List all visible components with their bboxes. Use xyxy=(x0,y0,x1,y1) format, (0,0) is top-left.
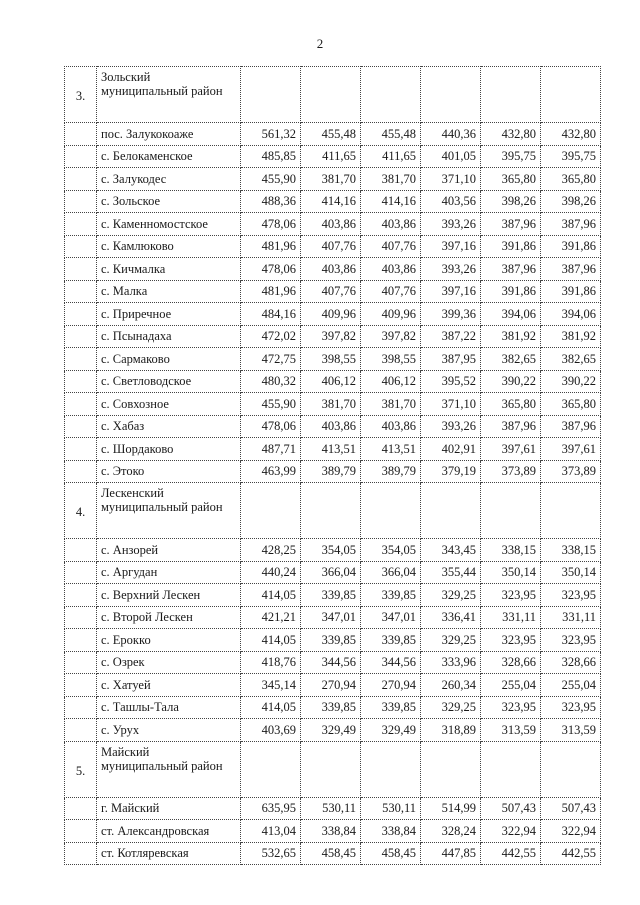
price-value: 530,11 xyxy=(361,797,421,820)
price-value: 472,02 xyxy=(241,325,301,348)
price-value: 432,80 xyxy=(541,123,601,146)
price-value: 387,95 xyxy=(421,348,481,371)
row-index-cell xyxy=(65,168,97,191)
price-value: 398,55 xyxy=(301,348,361,371)
table-row xyxy=(65,303,601,326)
price-value: 398,26 xyxy=(481,190,541,213)
price-value: 411,65 xyxy=(301,145,361,168)
table-row xyxy=(65,696,601,719)
row-index-cell xyxy=(65,303,97,326)
empty-cell xyxy=(481,741,541,797)
price-value: 329,25 xyxy=(421,584,481,607)
table-row xyxy=(65,213,601,236)
price-value: 532,65 xyxy=(241,842,301,865)
settlement-name: с. Ташлы-Тала xyxy=(97,696,241,719)
price-value: 394,06 xyxy=(481,303,541,326)
price-value: 329,25 xyxy=(421,629,481,652)
price-value: 472,75 xyxy=(241,348,301,371)
price-value: 338,15 xyxy=(541,539,601,562)
row-index-cell xyxy=(65,629,97,652)
price-value: 313,59 xyxy=(481,719,541,742)
price-value: 414,05 xyxy=(241,584,301,607)
price-value: 382,65 xyxy=(481,348,541,371)
row-index-cell xyxy=(65,606,97,629)
district-name: Майский муниципальный район xyxy=(97,741,241,797)
price-value: 336,41 xyxy=(421,606,481,629)
settlement-name: с. Шордаково xyxy=(97,438,241,461)
price-value: 507,43 xyxy=(541,797,601,820)
price-value: 428,25 xyxy=(241,539,301,562)
settlement-name: с. Сармаково xyxy=(97,348,241,371)
price-value: 393,26 xyxy=(421,213,481,236)
price-value: 339,85 xyxy=(301,696,361,719)
price-value: 381,70 xyxy=(301,393,361,416)
price-value: 406,12 xyxy=(361,370,421,393)
price-value: 403,86 xyxy=(361,213,421,236)
price-value: 373,89 xyxy=(481,460,541,483)
table-row xyxy=(65,674,601,697)
row-index-cell xyxy=(65,213,97,236)
district-name: Лескенский муниципальный район xyxy=(97,483,241,539)
district-index: 4. xyxy=(65,483,97,539)
price-value: 391,86 xyxy=(481,280,541,303)
price-value: 414,16 xyxy=(301,190,361,213)
price-value: 389,79 xyxy=(301,460,361,483)
settlement-name: с. Псынадаха xyxy=(97,325,241,348)
price-value: 407,76 xyxy=(361,235,421,258)
price-value: 329,25 xyxy=(421,696,481,719)
price-value: 260,34 xyxy=(421,674,481,697)
price-value: 394,06 xyxy=(541,303,601,326)
row-index-cell xyxy=(65,460,97,483)
price-value: 390,22 xyxy=(481,370,541,393)
table-row xyxy=(65,606,601,629)
row-index-cell xyxy=(65,820,97,843)
price-value: 481,96 xyxy=(241,235,301,258)
price-value: 398,26 xyxy=(541,190,601,213)
price-value: 413,51 xyxy=(361,438,421,461)
price-value: 387,96 xyxy=(541,213,601,236)
table-row xyxy=(65,842,601,865)
price-value: 397,82 xyxy=(301,325,361,348)
price-value: 343,45 xyxy=(421,539,481,562)
price-value: 478,06 xyxy=(241,258,301,281)
price-value: 323,95 xyxy=(481,629,541,652)
price-value: 255,04 xyxy=(541,674,601,697)
row-index-cell xyxy=(65,561,97,584)
row-index-cell xyxy=(65,842,97,865)
row-index-cell xyxy=(65,145,97,168)
price-value: 635,95 xyxy=(241,797,301,820)
price-value: 328,66 xyxy=(481,651,541,674)
price-value: 387,96 xyxy=(541,258,601,281)
settlement-name: с. Кичмалка xyxy=(97,258,241,281)
price-value: 403,69 xyxy=(241,719,301,742)
price-value: 399,36 xyxy=(421,303,481,326)
settlement-name: с. Зольское xyxy=(97,190,241,213)
row-index-cell xyxy=(65,348,97,371)
price-value: 407,76 xyxy=(361,280,421,303)
price-value: 414,16 xyxy=(361,190,421,213)
price-value: 329,49 xyxy=(301,719,361,742)
row-index-cell xyxy=(65,415,97,438)
price-value: 455,90 xyxy=(241,168,301,191)
price-value: 488,36 xyxy=(241,190,301,213)
price-value: 387,22 xyxy=(421,325,481,348)
price-value: 347,01 xyxy=(301,606,361,629)
price-value: 480,32 xyxy=(241,370,301,393)
district-header-row xyxy=(65,741,601,797)
table-row xyxy=(65,797,601,820)
price-value: 403,86 xyxy=(301,415,361,438)
price-value: 344,56 xyxy=(361,651,421,674)
empty-cell xyxy=(541,741,601,797)
price-value: 484,16 xyxy=(241,303,301,326)
price-value: 338,84 xyxy=(301,820,361,843)
table-row xyxy=(65,168,601,191)
price-value: 455,48 xyxy=(301,123,361,146)
empty-cell xyxy=(541,483,601,539)
price-value: 347,01 xyxy=(361,606,421,629)
price-value: 339,85 xyxy=(301,629,361,652)
row-index-cell xyxy=(65,539,97,562)
price-value: 323,95 xyxy=(481,584,541,607)
row-index-cell xyxy=(65,235,97,258)
table-row xyxy=(65,539,601,562)
price-value: 339,85 xyxy=(301,584,361,607)
price-value: 455,90 xyxy=(241,393,301,416)
empty-cell xyxy=(361,741,421,797)
price-value: 397,16 xyxy=(421,235,481,258)
price-value: 355,44 xyxy=(421,561,481,584)
table-row xyxy=(65,584,601,607)
price-value: 407,76 xyxy=(301,235,361,258)
settlement-name: с. Второй Лескен xyxy=(97,606,241,629)
row-index-cell xyxy=(65,123,97,146)
settlement-name: с. Ерокко xyxy=(97,629,241,652)
settlement-name: с. Урух xyxy=(97,719,241,742)
price-value: 333,96 xyxy=(421,651,481,674)
district-header-row xyxy=(65,67,601,123)
price-value: 393,26 xyxy=(421,258,481,281)
settlement-name: ст. Александровская xyxy=(97,820,241,843)
price-value: 413,51 xyxy=(301,438,361,461)
price-value: 323,95 xyxy=(541,696,601,719)
row-index-cell xyxy=(65,190,97,213)
row-index-cell xyxy=(65,258,97,281)
price-value: 458,45 xyxy=(361,842,421,865)
price-value: 313,59 xyxy=(541,719,601,742)
price-value: 381,70 xyxy=(361,168,421,191)
row-index-cell xyxy=(65,370,97,393)
empty-cell xyxy=(421,741,481,797)
table-row xyxy=(65,280,601,303)
empty-cell xyxy=(421,67,481,123)
price-value: 381,92 xyxy=(481,325,541,348)
price-value: 366,04 xyxy=(361,561,421,584)
district-header-row xyxy=(65,483,601,539)
settlement-name: с. Этоко xyxy=(97,460,241,483)
price-value: 371,10 xyxy=(421,168,481,191)
price-value: 514,99 xyxy=(421,797,481,820)
row-index-cell xyxy=(65,325,97,348)
price-value: 397,16 xyxy=(421,280,481,303)
table-row xyxy=(65,629,601,652)
settlement-name: пос. Залукокоаже xyxy=(97,123,241,146)
settlement-name: с. Озрек xyxy=(97,651,241,674)
price-value: 393,26 xyxy=(421,415,481,438)
empty-cell xyxy=(541,67,601,123)
table-row xyxy=(65,393,601,416)
empty-cell xyxy=(361,67,421,123)
row-index-cell xyxy=(65,696,97,719)
empty-cell xyxy=(361,483,421,539)
price-value: 440,24 xyxy=(241,561,301,584)
price-value: 371,10 xyxy=(421,393,481,416)
empty-cell xyxy=(481,67,541,123)
price-value: 487,71 xyxy=(241,438,301,461)
row-index-cell xyxy=(65,393,97,416)
row-index-cell xyxy=(65,438,97,461)
price-value: 463,99 xyxy=(241,460,301,483)
price-value: 414,05 xyxy=(241,629,301,652)
price-value: 485,85 xyxy=(241,145,301,168)
price-value: 354,05 xyxy=(361,539,421,562)
price-value: 381,70 xyxy=(301,168,361,191)
price-value: 331,11 xyxy=(541,606,601,629)
table-row xyxy=(65,190,601,213)
price-value: 432,80 xyxy=(481,123,541,146)
empty-cell xyxy=(421,483,481,539)
price-value: 391,86 xyxy=(481,235,541,258)
price-value: 339,85 xyxy=(361,696,421,719)
table-row xyxy=(65,145,601,168)
price-value: 373,89 xyxy=(541,460,601,483)
price-value: 455,48 xyxy=(361,123,421,146)
price-value: 395,52 xyxy=(421,370,481,393)
table-row xyxy=(65,258,601,281)
price-value: 407,76 xyxy=(301,280,361,303)
price-value: 411,65 xyxy=(361,145,421,168)
table-row xyxy=(65,438,601,461)
price-value: 345,14 xyxy=(241,674,301,697)
price-value: 397,82 xyxy=(361,325,421,348)
price-value: 403,86 xyxy=(301,258,361,281)
table-row xyxy=(65,370,601,393)
settlement-name: с. Хабаз xyxy=(97,415,241,438)
price-value: 381,70 xyxy=(361,393,421,416)
price-value: 561,32 xyxy=(241,123,301,146)
price-value: 328,24 xyxy=(421,820,481,843)
price-value: 365,80 xyxy=(541,168,601,191)
table-row xyxy=(65,123,601,146)
price-value: 365,80 xyxy=(481,168,541,191)
price-value: 329,49 xyxy=(361,719,421,742)
row-index-cell xyxy=(65,584,97,607)
price-value: 507,43 xyxy=(481,797,541,820)
price-value: 395,75 xyxy=(541,145,601,168)
price-value: 338,84 xyxy=(361,820,421,843)
row-index-cell xyxy=(65,280,97,303)
price-value: 323,95 xyxy=(541,584,601,607)
row-index-cell xyxy=(65,674,97,697)
price-value: 395,75 xyxy=(481,145,541,168)
settlement-name: с. Приречное xyxy=(97,303,241,326)
district-name: Зольский муниципальный район xyxy=(97,67,241,123)
settlement-name: с. Залукодес xyxy=(97,168,241,191)
price-value: 387,96 xyxy=(541,415,601,438)
price-value: 323,95 xyxy=(541,629,601,652)
price-value: 391,86 xyxy=(541,235,601,258)
price-value: 414,05 xyxy=(241,696,301,719)
price-value: 350,14 xyxy=(481,561,541,584)
price-value: 338,15 xyxy=(481,539,541,562)
price-value: 391,86 xyxy=(541,280,601,303)
price-value: 481,96 xyxy=(241,280,301,303)
price-value: 401,05 xyxy=(421,145,481,168)
table-row xyxy=(65,348,601,371)
price-value: 366,04 xyxy=(301,561,361,584)
table-body xyxy=(65,67,601,865)
empty-cell xyxy=(301,741,361,797)
district-index: 5. xyxy=(65,741,97,797)
settlement-name: ст. Котляревская xyxy=(97,842,241,865)
price-value: 406,12 xyxy=(301,370,361,393)
settlement-name: с. Аргудан xyxy=(97,561,241,584)
table-row xyxy=(65,235,601,258)
table-row xyxy=(65,325,601,348)
page-number: 2 xyxy=(316,36,324,51)
row-index-cell xyxy=(65,797,97,820)
settlement-name: с. Анзорей xyxy=(97,539,241,562)
settlement-name: с. Малка xyxy=(97,280,241,303)
price-value: 255,04 xyxy=(481,674,541,697)
settlement-name: с. Светловодское xyxy=(97,370,241,393)
price-value: 421,21 xyxy=(241,606,301,629)
settlement-name: г. Майский xyxy=(97,797,241,820)
price-value: 413,04 xyxy=(241,820,301,843)
row-index-cell xyxy=(65,651,97,674)
price-value: 442,55 xyxy=(481,842,541,865)
price-value: 397,61 xyxy=(541,438,601,461)
settlement-name: с. Белокаменское xyxy=(97,145,241,168)
price-value: 447,85 xyxy=(421,842,481,865)
price-value: 403,86 xyxy=(361,415,421,438)
settlement-name: с. Каменномостское xyxy=(97,213,241,236)
settlement-name: с. Верхний Лескен xyxy=(97,584,241,607)
price-value: 458,45 xyxy=(301,842,361,865)
table-row xyxy=(65,820,601,843)
price-value: 387,96 xyxy=(481,258,541,281)
price-value: 530,11 xyxy=(301,797,361,820)
price-value: 382,65 xyxy=(541,348,601,371)
table-row xyxy=(65,460,601,483)
price-value: 402,91 xyxy=(421,438,481,461)
price-value: 328,66 xyxy=(541,651,601,674)
price-value: 350,14 xyxy=(541,561,601,584)
price-value: 322,94 xyxy=(481,820,541,843)
price-value: 318,89 xyxy=(421,719,481,742)
price-value: 418,76 xyxy=(241,651,301,674)
price-value: 403,86 xyxy=(361,258,421,281)
price-value: 270,94 xyxy=(361,674,421,697)
price-value: 397,61 xyxy=(481,438,541,461)
settlement-name: с. Камлюково xyxy=(97,235,241,258)
row-index-cell xyxy=(65,719,97,742)
price-value: 440,36 xyxy=(421,123,481,146)
settlement-name: с. Совхозное xyxy=(97,393,241,416)
table-row xyxy=(65,651,601,674)
table-row xyxy=(65,561,601,584)
price-value: 390,22 xyxy=(541,370,601,393)
table-row xyxy=(65,719,601,742)
price-value: 442,55 xyxy=(541,842,601,865)
price-value: 323,95 xyxy=(481,696,541,719)
price-value: 381,92 xyxy=(541,325,601,348)
empty-cell xyxy=(301,483,361,539)
price-value: 387,96 xyxy=(481,213,541,236)
price-value: 365,80 xyxy=(481,393,541,416)
empty-cell xyxy=(241,483,301,539)
tariff-table xyxy=(64,66,601,865)
table-row xyxy=(65,415,601,438)
price-value: 403,56 xyxy=(421,190,481,213)
price-value: 322,94 xyxy=(541,820,601,843)
price-value: 354,05 xyxy=(301,539,361,562)
price-value: 344,56 xyxy=(301,651,361,674)
price-value: 398,55 xyxy=(361,348,421,371)
empty-cell xyxy=(241,67,301,123)
price-value: 478,06 xyxy=(241,415,301,438)
price-value: 270,94 xyxy=(301,674,361,697)
price-value: 379,19 xyxy=(421,460,481,483)
price-value: 403,86 xyxy=(301,213,361,236)
settlement-name: с. Хатуей xyxy=(97,674,241,697)
price-value: 365,80 xyxy=(541,393,601,416)
empty-cell xyxy=(301,67,361,123)
price-value: 339,85 xyxy=(361,584,421,607)
district-index: 3. xyxy=(65,67,97,123)
empty-cell xyxy=(241,741,301,797)
price-value: 478,06 xyxy=(241,213,301,236)
price-value: 409,96 xyxy=(301,303,361,326)
price-value: 409,96 xyxy=(361,303,421,326)
price-value: 387,96 xyxy=(481,415,541,438)
empty-cell xyxy=(481,483,541,539)
price-value: 339,85 xyxy=(361,629,421,652)
price-value: 331,11 xyxy=(481,606,541,629)
price-value: 389,79 xyxy=(361,460,421,483)
